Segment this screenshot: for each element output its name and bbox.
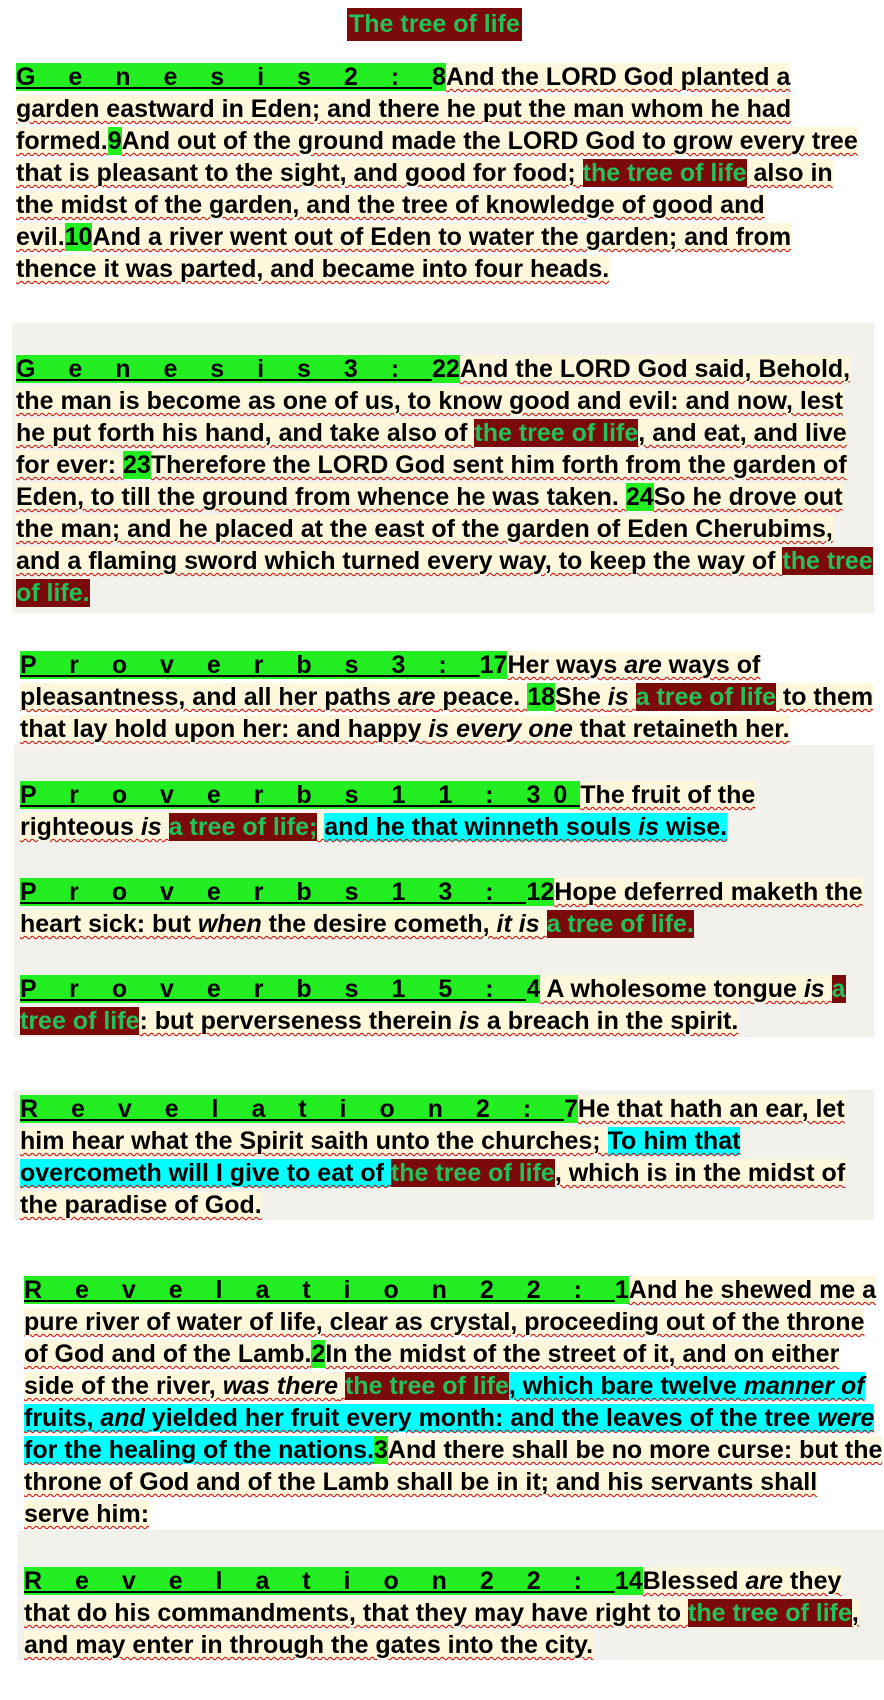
tree-of-life-highlight: a tree of life: [635, 683, 776, 711]
verse-text: they that do his commandments, that they may have right to: [24, 1567, 842, 1627]
tree-of-life-highlight: the tree of life.: [16, 547, 873, 607]
verse-reference: 4: [526, 975, 541, 1003]
passage-genesis-3: [16, 353, 876, 609]
passage-revelation-22-a: [24, 1274, 884, 1530]
verse-reference: 2: [311, 1340, 326, 1368]
verse-reference: 23: [122, 451, 151, 479]
italic-text: is: [803, 975, 825, 1003]
italic-text: when: [197, 910, 262, 938]
verse-reference: G e n e s i s 2 :: [16, 63, 433, 91]
cyan-highlight: wise.: [659, 813, 728, 841]
tree-of-life-highlight: the tree of life: [344, 1372, 509, 1400]
verse-text: In the midst of the street of it, and on either side of the river,: [24, 1340, 840, 1400]
italic-text: are: [624, 651, 662, 679]
verse-text: that retaineth her.: [572, 715, 790, 743]
cyan-highlight: yielded her fruit every month: and the leaves of the tree: [144, 1404, 818, 1432]
verse-reference: 7: [564, 1095, 578, 1123]
verse-reference: 22: [432, 355, 460, 383]
passage-proverbs-3: [20, 649, 880, 745]
tree-of-life-highlight: a tree of life.: [546, 910, 694, 938]
verse-reference: 3: [374, 1436, 388, 1464]
verse-reference: R e v e l a t i o n 2 2 :: [24, 1567, 615, 1595]
verse-text: a breach in the spirit.: [479, 1007, 739, 1035]
verse-text: Blessed: [642, 1567, 746, 1595]
verse-reference: 12: [526, 878, 555, 906]
verse-reference: P r o v e r b s 3 :: [20, 651, 480, 679]
cyan-highlight: for the healing of the nations.: [24, 1436, 374, 1464]
verse-text: So he drove out the man; and he placed at the east of the garden of Eden Cherubims, and a flaming sword which turned every way, to keep the way of: [16, 483, 843, 575]
verse-text: The fruit of the righteous: [20, 781, 756, 841]
verse-text: also in the midst of the garden, and the tree of knowledge of good and evil.: [16, 159, 833, 251]
verse-reference: 8: [432, 63, 446, 91]
verse-text: [338, 1372, 345, 1400]
verse-text: [162, 813, 169, 841]
verse-text: A wholesome tongue: [540, 975, 804, 1003]
passage-proverbs-11: [20, 779, 860, 843]
verse-text: And there shall be no more curse: but the throne of God and of the Lamb shall be in it; and his servants shall serve him:: [24, 1436, 883, 1528]
verse-text: to them that lay hold upon her: and happy: [20, 683, 874, 743]
verse-reference: 10: [64, 223, 93, 251]
tree-of-life-highlight: a tree of life;: [168, 813, 318, 841]
cyan-highlight: , which bare twelve: [508, 1372, 744, 1400]
verse-text: And the LORD God planted a garden eastward in Eden; and there he put the man whom he had formed.: [16, 63, 792, 155]
verse-reference: R e v e l a t i o n 2 2 :: [24, 1276, 615, 1304]
cyan-italic-text: and: [100, 1404, 145, 1432]
tree-of-life-highlight: the tree of life: [474, 419, 639, 447]
verse-text: She: [555, 683, 608, 711]
verse-text: And out of the ground made the LORD God to grow every tree that is pleasant to the sight, and good for food;: [16, 127, 858, 187]
cyan-italic-text: manner of: [743, 1372, 865, 1400]
passage-revelation-22-b: [24, 1565, 884, 1661]
verse-text: And he shewed me a pure river of water of life, clear as crystal, proceeding out of the throne of God and of the Lamb.: [24, 1276, 877, 1368]
verse-reference: P r o v e r b s 1 1 : 30: [20, 781, 581, 809]
cyan-italic-text: were: [817, 1404, 875, 1432]
tree-of-life-highlight: the tree of life: [582, 159, 747, 187]
tree-of-life-highlight: the tree of life: [688, 1599, 852, 1627]
verse-text: , which is in the midst of the paradise of God.: [20, 1159, 846, 1219]
italic-text: is: [459, 1007, 480, 1035]
verse-text: : but perverseness therein: [139, 1007, 460, 1035]
verse-text: [540, 910, 547, 938]
verse-text: [825, 975, 832, 1003]
cyan-highlight: fruits,: [24, 1404, 101, 1432]
italic-text: it is: [496, 910, 540, 938]
verse-text: He that hath an ear, let him hear what the Spirit saith unto the churches;: [20, 1095, 845, 1155]
verse-reference: 24: [625, 483, 654, 511]
verse-text: Therefore the LORD God sent him forth from the garden of Eden, to till the ground from whence he was taken.: [16, 451, 847, 511]
verse-text: , and eat, and live for ever:: [16, 419, 847, 479]
passage-genesis-2: [16, 61, 866, 285]
verse-text: peace.: [435, 683, 528, 711]
verse-text: the desire cometh,: [261, 910, 497, 938]
verse-text: And a river went out of Eden to water the garden; and from thence it was parted, and became into four heads.: [16, 223, 792, 283]
tree-of-life-highlight: the tree of life: [390, 1159, 555, 1187]
verse-reference: G e n e s i s 3 :: [16, 355, 433, 383]
passage-revelation-2: [20, 1093, 880, 1221]
italic-text: is every one: [428, 715, 573, 743]
cyan-highlight: To him that overcometh will I give to eat of: [20, 1127, 741, 1187]
verse-text: , and may enter in through the gates into the city.: [24, 1599, 859, 1659]
verse-text: And the LORD God said, Behold, the man is become as one of us, to know good and evil: and now, lest he put forth his hand, and take also of: [16, 355, 851, 447]
italic-text: are: [745, 1567, 784, 1595]
tree-of-life-highlight: a tree of life: [20, 975, 846, 1035]
verse-text: [629, 683, 636, 711]
verse-text: Her ways: [507, 651, 625, 679]
cyan-italic-text: is: [638, 813, 660, 841]
passage-proverbs-13: [20, 876, 870, 940]
verse-reference: 17: [479, 651, 508, 679]
verse-reference: 1: [614, 1276, 629, 1304]
verse-reference: 18: [527, 683, 555, 711]
verse-text: ways of pleasantness, and all her paths: [20, 651, 761, 711]
italic-text: are: [397, 683, 436, 711]
verse-reference: P r o v e r b s 1 5 :: [20, 975, 527, 1003]
italic-text: is: [140, 813, 162, 841]
verse-reference: P r o v e r b s 1 3 :: [20, 878, 527, 906]
cyan-highlight: and he that winneth souls: [324, 813, 639, 841]
page-title: The tree of life: [347, 8, 522, 41]
italic-text: was there: [222, 1372, 339, 1400]
passage-proverbs-15: [20, 973, 870, 1037]
verse-reference: R e v e l a t i o n 2 :: [20, 1095, 565, 1123]
verse-reference: 9: [107, 127, 122, 155]
verse-text: Hope deferred maketh the heart sick: but: [20, 878, 863, 938]
verse-reference: 14: [614, 1567, 643, 1595]
italic-text: is: [607, 683, 629, 711]
